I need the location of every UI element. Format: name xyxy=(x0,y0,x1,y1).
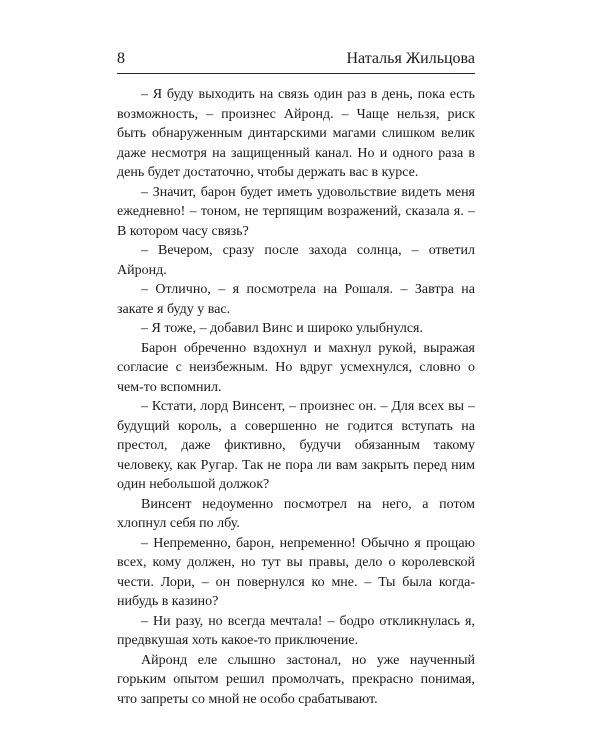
paragraph: – Я буду выходить на связь один раз в день, пока есть возможность, – произнес Айронд. – Чаще нельзя, риск быть обнаруженным динтарскими магами слишком велик даже несмотря на защищенный канал. Но и одного раза в день будет достаточно, чтобы держать вас в курсе. xyxy=(117,87,475,180)
paragraph: – Кстати, лорд Винсент, – произнес он. – Для всех вы – будущий король, а совершенно не годится вступать на престол, даже фиктивно, будучи обязанным такому человеку, как Ругар. Так не пора ли вам закрыть перед ним один небольшой должок? xyxy=(117,399,475,492)
page-number: 8 xyxy=(117,50,125,67)
paragraph: – Я тоже, – добавил Винс и широко улыбнулся. xyxy=(141,321,423,336)
paragraph: Винсент недоуменно посмотрел на него, а потом хлопнул себя по лбу. xyxy=(117,496,475,531)
paragraph: – Непременно, барон, непременно! Обычно я прощаю всех, кому должен, но тут вы правы, дело о королевской чести. Лори, – он повернулся ко мне. – Ты была когда-нибудь в казино? xyxy=(117,535,475,609)
page-header xyxy=(117,50,475,72)
paragraph: Айронд еле слышно застонал, но уже наученный горьким опытом решил промолчать, прекрасно понимая, что запреты со мной не особо срабатывают. xyxy=(117,652,475,707)
header-rule xyxy=(117,73,475,74)
paragraph: – Вечером, сразу после захода солнца, – ответил Айронд. xyxy=(117,243,475,278)
paragraph: – Отлично, – я посмотрела на Рошаля. – Завтра на закате я буду у вас. xyxy=(117,282,475,317)
paragraph: Барон обреченно вздохнул и махнул рукой, выражая согласие с неизбежным. Но вдруг усмехнулся, словно о чем-то вспомнил. xyxy=(117,340,475,395)
body-text xyxy=(117,85,475,709)
paragraph: – Ни разу, но всегда мечтала! – бодро откликнулась я, предвкушая хоть какое-то приключение. xyxy=(117,613,475,648)
paragraph: – Значит, барон будет иметь удовольствие видеть меня ежедневно! – тоном, не терпящим возражений, сказала я. – В котором часу связь? xyxy=(117,184,475,239)
running-head-author: Наталья Жильцова xyxy=(346,50,475,67)
